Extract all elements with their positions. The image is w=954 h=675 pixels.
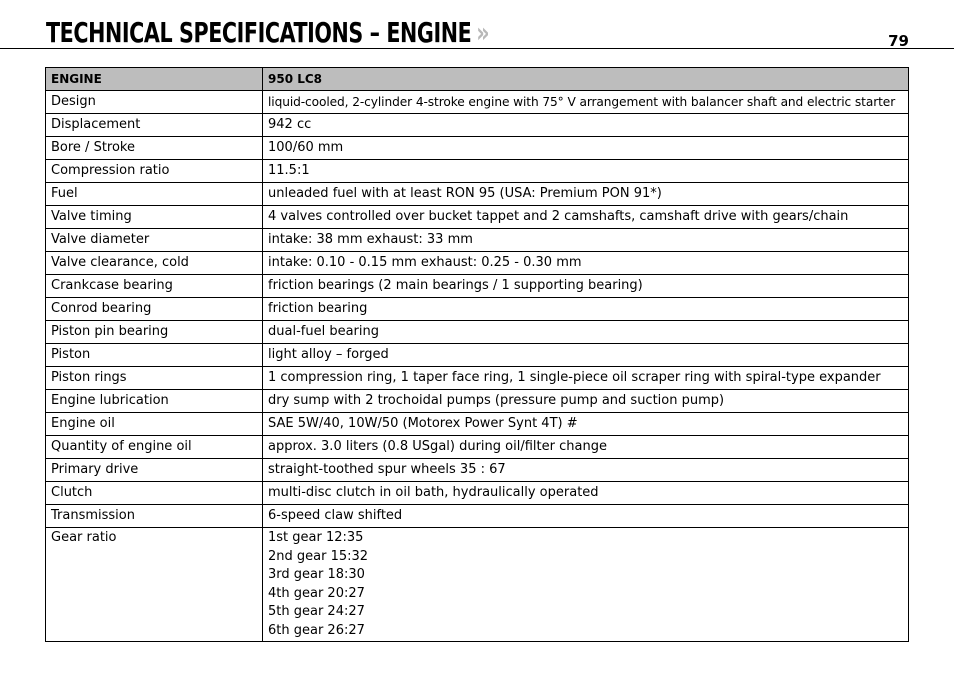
spec-label: Clutch: [46, 482, 263, 505]
spec-label: Conrod bearing: [46, 298, 263, 321]
table-row: [46, 459, 909, 482]
page-number: 79: [888, 32, 909, 50]
table-row: [46, 321, 909, 344]
spec-value: straight-toothed spur wheels 35 : 67: [263, 459, 909, 482]
table-row: [46, 367, 909, 390]
spec-value: 4 valves controlled over bucket tappet and 2 camshafts, camshaft drive with gears/chain: [263, 206, 909, 229]
column-header-engine: ENGINE: [46, 68, 263, 91]
engine-spec-table: [45, 67, 909, 642]
table-row: [46, 275, 909, 298]
spec-label: Primary drive: [46, 459, 263, 482]
spec-label: Piston: [46, 344, 263, 367]
column-header-model: 950 LC8: [263, 68, 909, 91]
spec-label: Engine oil: [46, 413, 263, 436]
spec-value: 1 compression ring, 1 taper face ring, 1 single-piece oil scraper ring with spiral-type expander: [263, 367, 909, 390]
table-row: [46, 206, 909, 229]
table-row: [46, 229, 909, 252]
spec-label: Compression ratio: [46, 160, 263, 183]
spec-value: SAE 5W/40, 10W/50 (Motorex Power Synt 4T) #: [263, 413, 909, 436]
table-row: [46, 114, 909, 137]
table-header-row: [46, 68, 909, 91]
gear-line: 6th gear 26:27: [268, 622, 365, 638]
table-row-gear-ratio: [46, 528, 909, 642]
table-row: [46, 436, 909, 459]
spec-label: Crankcase bearing: [46, 275, 263, 298]
gear-line: 3rd gear 18:30: [268, 567, 365, 582]
spec-value: dry sump with 2 trochoidal pumps (pressure pump and suction pump): [263, 390, 909, 413]
spec-value: 100/60 mm: [263, 137, 909, 160]
spec-value: liquid-cooled, 2-cylinder 4-stroke engine with 75° V arrangement with balancer shaft and electric starter: [263, 91, 909, 114]
spec-label: Valve clearance, cold: [46, 252, 263, 275]
table-row: [46, 413, 909, 436]
gear-line: 1st gear 12:35: [268, 530, 364, 545]
spec-value: multi-disc clutch in oil bath, hydraulically operated: [263, 482, 909, 505]
table-row: [46, 298, 909, 321]
table-row: [46, 505, 909, 528]
page-header: [0, 0, 954, 49]
table-row: [46, 91, 909, 114]
spec-label: Bore / Stroke: [46, 137, 263, 160]
spec-value: intake: 0.10 - 0.15 mm exhaust: 0.25 - 0.30 mm: [263, 252, 909, 275]
spec-value: approx. 3.0 liters (0.8 USgal) during oil/filter change: [263, 436, 909, 459]
spec-label: Displacement: [46, 114, 263, 137]
chevron-right-icon: »: [476, 16, 490, 49]
spec-label: Transmission: [46, 505, 263, 528]
spec-value: friction bearing: [263, 298, 909, 321]
spec-label: Valve timing: [46, 206, 263, 229]
table-row: [46, 344, 909, 367]
gear-line: 4th gear 20:27: [268, 585, 365, 601]
spec-value: 11.5:1: [263, 160, 909, 183]
page-title: [46, 18, 489, 48]
spec-label: Valve diameter: [46, 229, 263, 252]
spec-label: Engine lubrication: [46, 390, 263, 413]
spec-label: Piston rings: [46, 367, 263, 390]
gear-line: 2nd gear 15:32: [268, 548, 369, 564]
spec-value: 6-speed claw shifted: [263, 505, 909, 528]
spec-value: intake: 38 mm exhaust: 33 mm: [263, 229, 909, 252]
table-row: [46, 252, 909, 275]
spec-label: Gear ratio: [46, 528, 263, 642]
gear-line: 5th gear 24:27: [268, 604, 365, 619]
spec-label: Design: [46, 91, 263, 114]
table-row: [46, 160, 909, 183]
spec-value: friction bearings (2 main bearings / 1 supporting bearing): [263, 275, 909, 298]
spec-value-gears: [263, 528, 909, 642]
table-body: [46, 91, 909, 642]
spec-label: Fuel: [46, 183, 263, 206]
spec-label: Quantity of engine oil: [46, 436, 263, 459]
table-row: [46, 183, 909, 206]
table-row: [46, 137, 909, 160]
table-row: [46, 482, 909, 505]
spec-value: light alloy – forged: [263, 344, 909, 367]
spec-value: unleaded fuel with at least RON 95 (USA: Premium PON 91*): [263, 183, 909, 206]
spec-label: Piston pin bearing: [46, 321, 263, 344]
spec-value: dual-fuel bearing: [263, 321, 909, 344]
page-title-text: TECHNICAL SPECIFICATIONS – ENGINE: [46, 16, 472, 49]
spec-value: 942 cc: [263, 114, 909, 137]
table-row: [46, 390, 909, 413]
